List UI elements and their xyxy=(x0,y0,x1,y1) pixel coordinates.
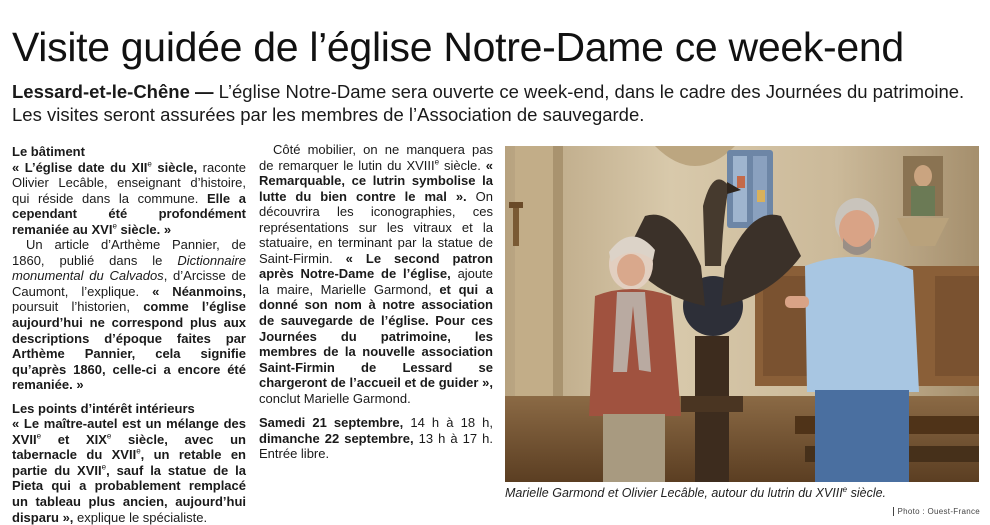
article-column-1 xyxy=(12,144,246,525)
wall-statue xyxy=(897,156,949,246)
photo-caption: Marielle Garmond et Olivier Lecâble, autour du lutrin du XVIIIe siècle. xyxy=(505,484,887,500)
church-interior-illustration xyxy=(505,146,979,482)
credit-divider xyxy=(893,507,894,516)
section-heading-building: Le bâtiment xyxy=(12,144,85,159)
article-lead xyxy=(12,80,978,126)
paragraph: Côté mobilier, on ne manquera pas de remarquer le lutin du XVIIIe siècle. « Remarquable, ce lutrin symbolise la lutte du bien contre le mal ». On découvrira les iconographies, ces représentations sur les vitraux et la statuaire, en terminant par la statue de Saint-Firmin. « Le second patron après Notre-Dame de l’église, ajoute la maire, Marielle Garmond, et qui a donné son nom à notre association de sauvegarde de l’église. Pour ces Journées du patrimoine, les membres de la nouvelle association Saint-Firmin de Lessard se chargeront de l’accueil et de guider », conclut Marielle Garmond. xyxy=(259,142,493,406)
paragraph: « L’église date du XIIe siècle, raconte Olivier Lecâble, enseignant d’histoire, qui réside dans la commune. Elle a cependant été profondément remaniée au XVIe siècle. » xyxy=(12,159,247,237)
paragraph: Un article d’Arthème Pannier, de 1860, publié dans le Dictionnaire monumental du Calvados, d’Arcisse de Caumont, l’explique. « Néanmoins, poursuit l’historien, comme l’église aujourd’hui ne correspond plus aux descriptions d’époque faites par Arthème Pannier, cela signifie qu’après 1860, celle-ci a encore été remaniée. » xyxy=(12,237,246,393)
section-heading-interior: Les points d’intérêt intérieurs xyxy=(12,400,195,416)
lead-place: Lessard-et-le-Chêne — xyxy=(12,81,214,102)
paragraph: « Le maître-autel est un mélange des XVIIe et XIXe siècle, avec un tabernacle du XVIIe, un retable en partie du XVIIe, sauf la statue de la Pieta qui a probablement remplacé un tableau plus ancien, aujourd’hui disparu », explique le spécialiste. xyxy=(12,416,246,525)
article-column-2 xyxy=(259,142,493,462)
article-headline: Visite guidée de l’église Notre-Dame ce week-end xyxy=(12,24,904,70)
practical-info: Samedi 21 septembre, 14 h à 18 h, dimanche 22 septembre, 13 h à 17 h. Entrée libre. xyxy=(259,415,494,462)
photo-credit: Photo : Ouest-France xyxy=(893,507,980,516)
lead-text: L’église Notre-Dame sera ouverte ce week-end, dans le cadre des Journées du patrimoine. Les visites seront assurées par les membres de l’Association de sauvegarde. xyxy=(12,81,965,125)
article-photo xyxy=(505,146,979,482)
